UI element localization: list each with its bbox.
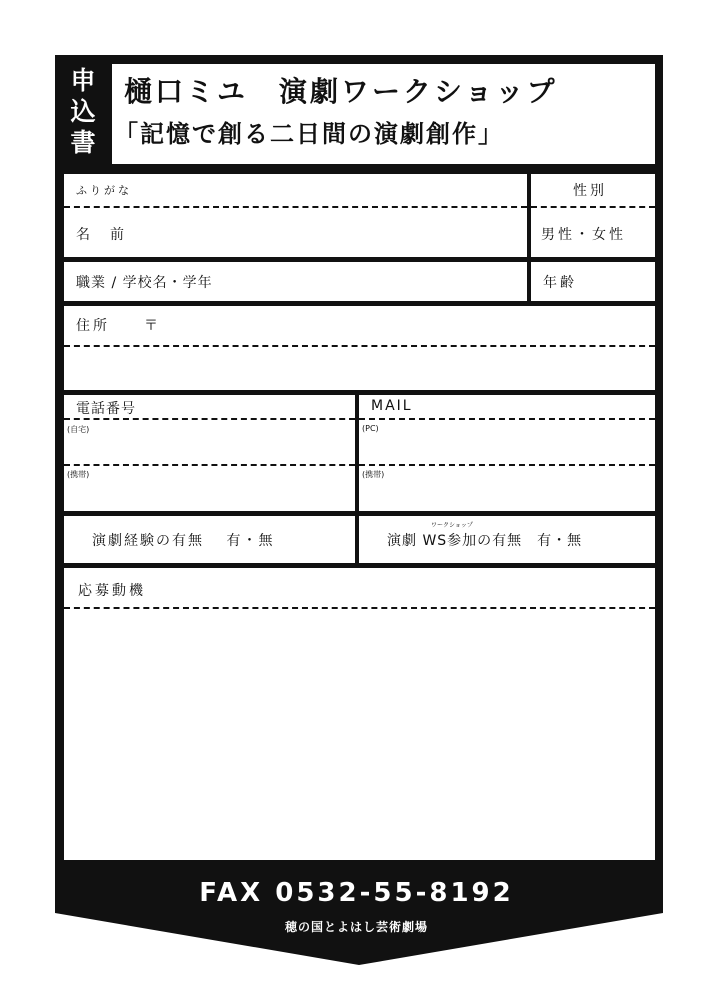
title-box bbox=[112, 64, 655, 164]
ws-experience-cell[interactable] bbox=[359, 516, 655, 563]
phone-divider-2 bbox=[64, 464, 355, 466]
address-label: 住所 〒 bbox=[76, 318, 161, 334]
mail-mobile-note: (携帯) bbox=[362, 470, 385, 479]
phone-divider-1 bbox=[64, 418, 355, 420]
page-title: 樋口ミユ 演劇ワークショップ bbox=[124, 75, 558, 108]
application-tag bbox=[55, 55, 111, 165]
age-label: 年齢 bbox=[543, 275, 577, 291]
address-cell[interactable] bbox=[64, 306, 655, 390]
mail-label: MAIL bbox=[371, 398, 413, 414]
mail-divider-2 bbox=[359, 464, 655, 466]
phone-cell[interactable] bbox=[64, 395, 355, 511]
name-cell[interactable] bbox=[64, 174, 527, 257]
mail-divider-1 bbox=[359, 418, 655, 420]
name-label: 名 前 bbox=[76, 227, 127, 243]
tag-text: 申込書 bbox=[70, 66, 96, 157]
drama-experience-label: 演劇経験の有無 有・無 bbox=[92, 533, 275, 549]
furigana-divider bbox=[64, 206, 527, 208]
mail-cell[interactable] bbox=[359, 395, 655, 511]
motive-cell[interactable] bbox=[64, 568, 655, 860]
pc-note: (PC) bbox=[362, 424, 379, 433]
age-cell[interactable] bbox=[531, 262, 655, 301]
gender-options: 男性・女性 bbox=[541, 227, 626, 243]
home-note: (自宅) bbox=[67, 425, 90, 434]
venue-name: 穂の国とよはし芸術劇場 bbox=[284, 920, 428, 934]
fax-number: FAX 0532-55-8192 bbox=[199, 878, 514, 908]
phone-label: 電話番号 bbox=[76, 401, 136, 417]
motive-label: 応募動機 bbox=[78, 583, 146, 599]
motive-divider bbox=[64, 607, 655, 609]
gender-divider bbox=[531, 206, 655, 208]
occupation-cell[interactable] bbox=[64, 262, 527, 301]
page-subtitle: 「記憶で創る二日間の演劇創作」 bbox=[114, 120, 504, 148]
address-divider bbox=[64, 345, 655, 347]
gender-label: 性別 bbox=[573, 183, 607, 199]
ws-experience-label: 演劇 WS参加の有無 有・無 bbox=[387, 533, 583, 549]
ws-ruby: ワークショップ bbox=[431, 522, 473, 529]
occupation-label: 職業 / 学校名・学年 bbox=[76, 275, 213, 291]
furigana-label: ふりがな bbox=[76, 184, 132, 197]
gender-cell[interactable] bbox=[531, 174, 655, 257]
drama-experience-cell[interactable] bbox=[64, 516, 355, 563]
mobile-note: (携帯) bbox=[67, 470, 90, 479]
